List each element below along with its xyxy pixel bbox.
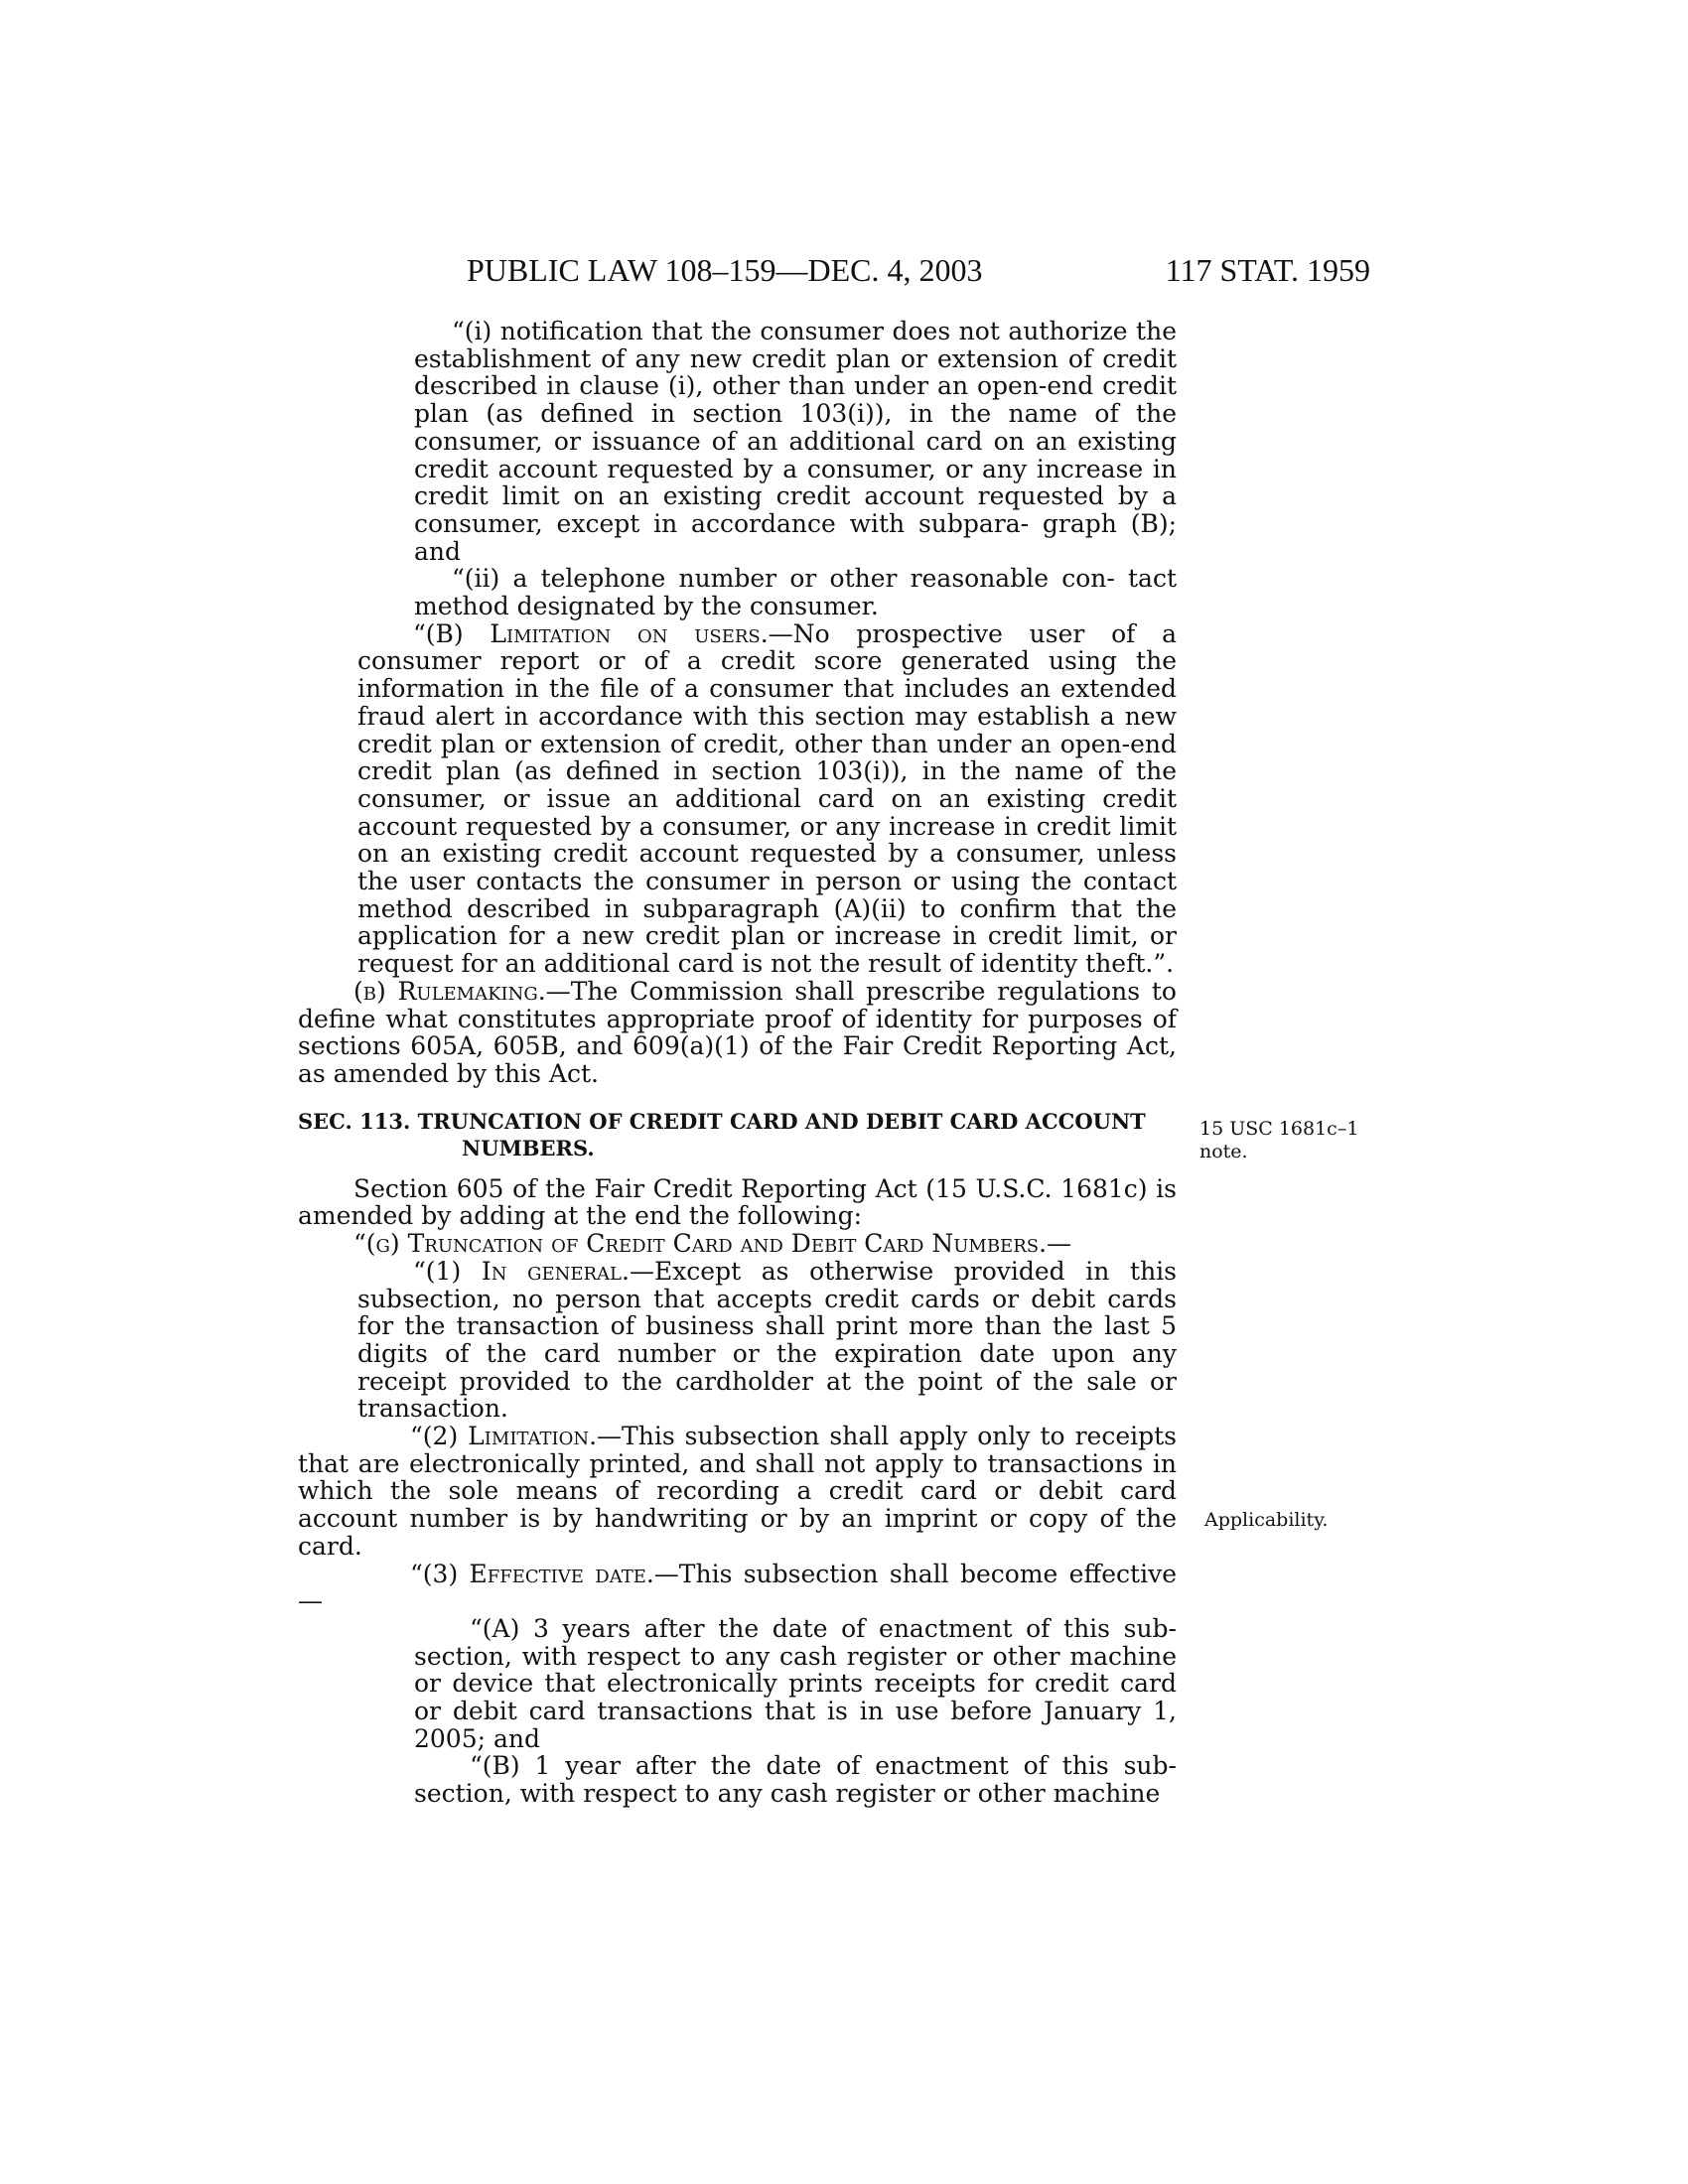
section-113-heading-line1: SEC. 113. TRUNCATION OF CREDIT CARD AND DEBIT CARD ACCOUNT <box>298 1108 1146 1134</box>
margin-note-usc <box>1199 1118 1358 1163</box>
subsection-g-title: “(g) Truncation of Credit Card and Debit Card Numbers. <box>353 1229 1048 1259</box>
paragraph-g2 <box>298 1423 1177 1561</box>
rulemaking-heading: (b) Rulemaking. <box>353 976 546 1006</box>
paragraph-g1 <box>298 1258 1177 1423</box>
subsection-g-dash: — <box>1047 1229 1072 1259</box>
page-number: 117 STAT. 1959 <box>1165 252 1370 288</box>
paragraph-g1-body: —Except as otherwise provided in this subsection, no person that accepts credit cards or debit cards for the transaction of business shall print more than the last 5 digits of the card number or the expiration date upon any receipt provided to the cardholder at the point of the sale or transaction. <box>357 1256 1178 1424</box>
running-head-title: PUBLIC LAW 108–159—DEC. 4, 2003 <box>467 252 983 288</box>
main-text <box>298 318 1177 1808</box>
clause-ii: “(ii) a telephone number or other reasonable con- tact method designated by the consumer. <box>414 564 1177 621</box>
section-113-heading-line2: NUMBERS. <box>462 1135 595 1160</box>
paragraph-g3-heading: “(3) Effective date. <box>410 1559 654 1588</box>
paragraph-g3-body: —This subsection shall become effective— <box>298 1559 1177 1616</box>
paragraph-g2-body: —This subsection shall apply only to receipts that are electronically printed, and shall not apply to transactions in which the sole means of recording a credit card or debit card account number is by handwriting or by an imprint or copy of the card. <box>298 1422 1177 1561</box>
margin-note-usc-line1: 15 USC 1681c–1 <box>1199 1118 1359 1140</box>
rulemaking-body: —The Commission shall prescribe regulations to define what constitutes appropriate proof of identity for purposes of sections 605A, 605B, and 609(a)(1) of the Fair Credit Reporting Act, as amended by this Act. <box>298 976 1177 1088</box>
margin-note-usc-line2: note. <box>1199 1141 1248 1162</box>
paragraph-g1-heading: “(1) In general. <box>413 1256 630 1286</box>
margin-note-applicability: Applicability. <box>1204 1509 1329 1531</box>
paragraph-g2-heading: “(2) Limitation. <box>410 1422 598 1451</box>
clause-i: “(i) notification that the consumer does not authorize the establishment of any new credit plan or extension of credit described in clause (i), other than under an open-end credit plan (as defined in section 103(i)), in the name of the consumer, or issuance of an additional card on an existing credit account requested by a consumer, or any increase in credit limit on an existing credit account requested by a consumer, except in accordance with subpara- graph (B); and <box>414 317 1177 566</box>
limitation-on-users-body: —No prospective user of a consumer report or of a credit score generated using the information in the file of a consumer that includes an extended fraud alert in accordance with this section may establish a new credit plan or extension of credit, other than under an open-end credit plan (as defined in section 103(i)), in the name of the consumer, or issue an additional card on an existing credit account requested by a consumer, or any increase in credit limit on an existing credit account requested by a consumer, unless the user contacts the consumer in person or using the contact method described in subparagraph (A)(ii) to confirm that the application for a new credit plan or increase in credit limit, or request for an additional card is not the result of identity theft.”. <box>357 618 1178 979</box>
subparagraph-g3a: “(A) 3 years after the date of enactment of this sub- section, with respect to any cash register or other machine or device that electronically prints receipts for credit card or debit card transactions that is in use before January 1, 2005; and <box>414 1613 1177 1753</box>
limitation-on-users <box>298 620 1177 978</box>
subsection-g-heading <box>298 1230 1177 1258</box>
paragraph-g3 <box>298 1561 1177 1615</box>
limitation-on-users-heading: “(B) Limitation on users. <box>413 618 769 648</box>
section-113-heading <box>298 1108 1177 1161</box>
rulemaking <box>298 978 1177 1088</box>
page-header <box>467 250 1370 290</box>
subparagraph-g3b: “(B) 1 year after the date of enactment of this sub- section, with respect to any cash register or other machine <box>414 1751 1177 1809</box>
section-605-amendment: Section 605 of the Fair Credit Reporting Act (15 U.S.C. 1681c) is amended by adding at the end the following: <box>298 1173 1177 1231</box>
